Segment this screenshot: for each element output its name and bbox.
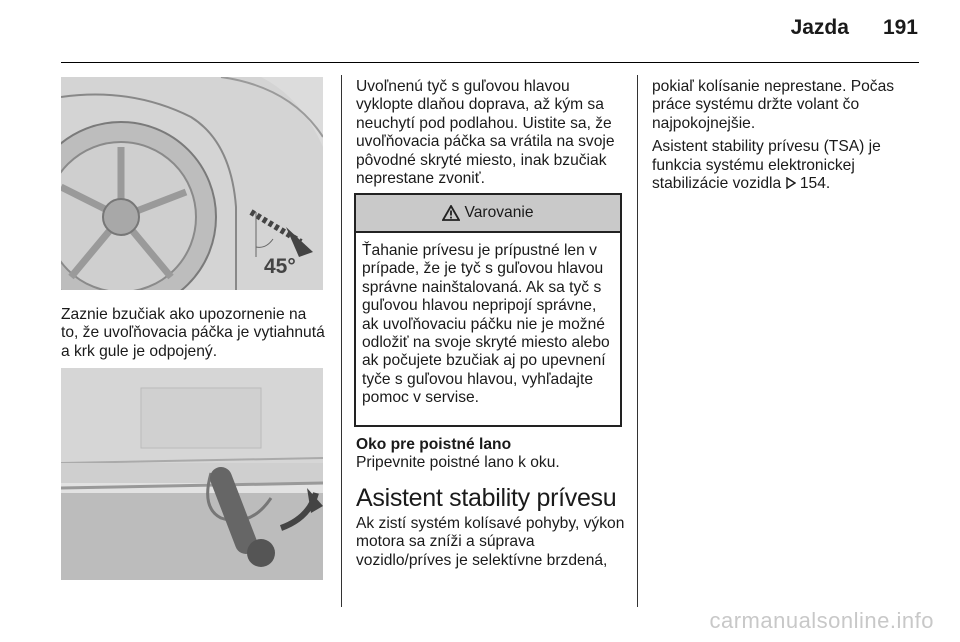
col3-para1: pokiaľ kolísanie neprestane. Počas práce systému držte volant čo najpokojnejšie.: [652, 78, 895, 132]
warning-title: Varovanie: [464, 204, 534, 221]
column-separator-2: [637, 75, 638, 607]
watermark: carmanualsonline.info: [709, 608, 934, 633]
page-number: 191: [882, 16, 918, 39]
figure-release-lever: [61, 77, 323, 290]
page-reference-link[interactable]: 154.: [799, 175, 831, 193]
column-separator-1: [341, 75, 342, 607]
warning-header: [356, 195, 620, 233]
col3-text: [652, 78, 922, 198]
col3-para2: Asistent stability prívesu (TSA) je funkcia systému elektronickej stabilizácie vozidla 154.: [652, 138, 881, 193]
warning-triangle-icon: [442, 205, 460, 221]
header-rule: [61, 62, 919, 63]
col2-lower: [356, 436, 631, 570]
col2-para1: Uvoľnenú tyč s guľovou hlavou vyklopte dlaňou doprava, až kým sa neuchytí pod podlahou. Uistite sa, že uvoľňovacia páčka sa vrátila na svoje pôvodné skryté miesto, inak bzučiak neprestane zvoniť.: [356, 78, 615, 188]
caption-col1: Zaznie bzučiak ako upozornenie na to, že uvoľňovacia páčka je vytiahnutá a krk gule je odpojený.: [61, 306, 325, 360]
page-reference-arrow-icon: [786, 177, 796, 189]
heading-text: Ak zistí systém kolísavé pohyby, výkon motora sa zníži a súprava vozidlo/príves je selektívne brzdená,: [356, 514, 625, 569]
section-title: Jazda: [790, 16, 849, 39]
heading-trailer-stability: Asistent stability prívesu: [356, 483, 617, 512]
warning-box: [354, 193, 622, 427]
warning-text: Ťahanie prívesu je prípustné len v prípade, že je tyč s guľovou hlavou správne nainštalovaná. Ak sa tyč s guľovou hlavou nepripojí správne, ak uvoľňovaciu páčku nie je možné odložiť na svoje skryté miesto alebo ak počujete bzučiak aj po upevnení tyče s guľovou hlavou, vyhľadajte pomoc v servise.: [362, 242, 610, 407]
subhead-text: Pripevnite poistné lano k oku.: [356, 454, 560, 472]
subhead-safety-eye: Oko pre poistné lano: [356, 436, 512, 453]
figure-tow-bar: [61, 368, 323, 580]
page-header: [791, 16, 918, 40]
angle-label: 45°: [264, 255, 296, 278]
